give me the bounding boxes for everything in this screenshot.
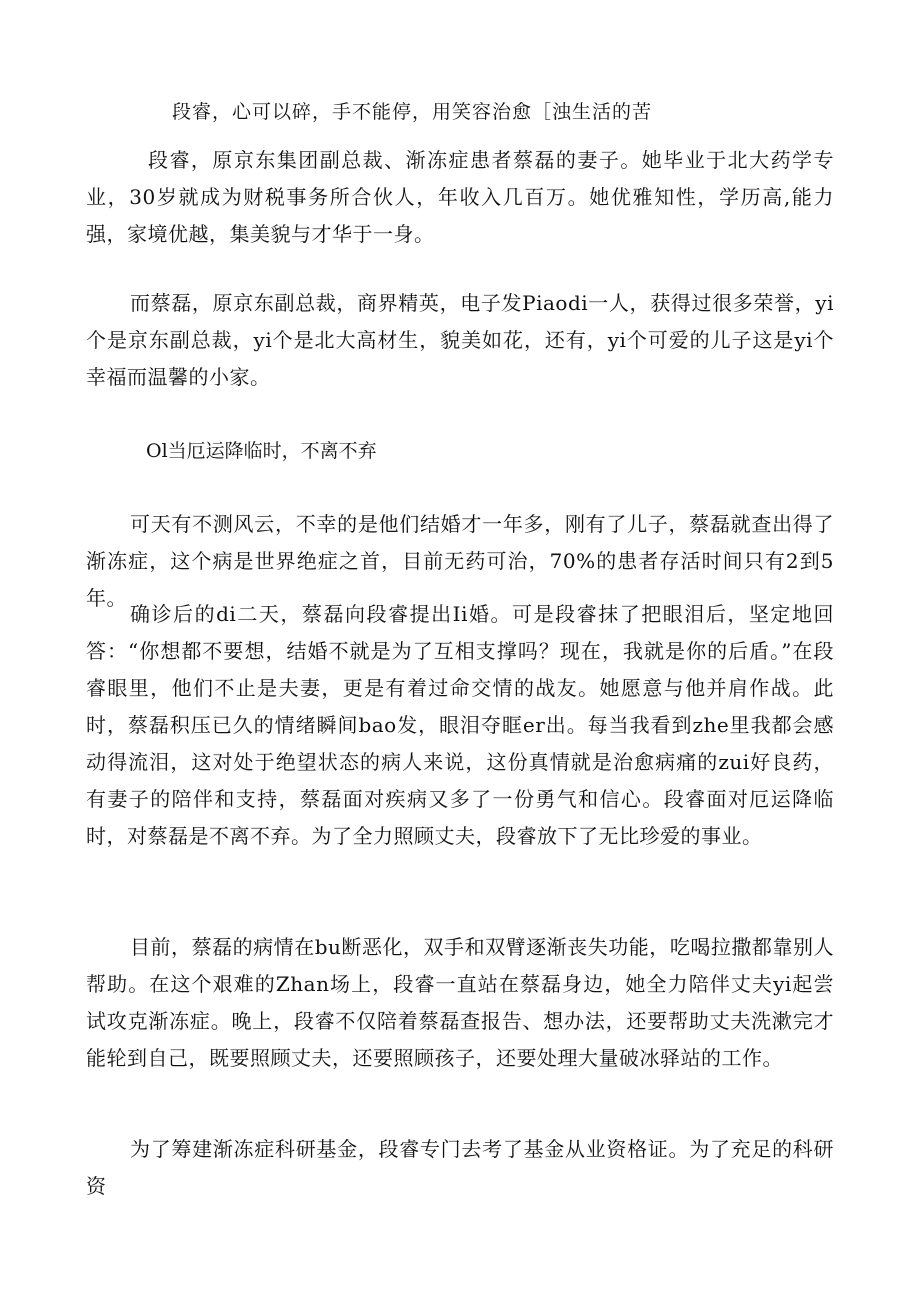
paragraph-intro: 段睿，原京东集团副总裁、渐冻症患者蔡磊的妻子。她毕业于北大药学专业，30岁就成为财税事务所合伙人，年收入几百万。她优雅知性，学历高,能力强，家境优越，集美貌与才华于一身。 (86, 148, 834, 246)
paragraph-fund: 为了筹建渐冻症科研基金，段睿专门去考了基金从业资格证。为了充足的科研资 (86, 1137, 834, 1198)
paragraph-cai-lei: 而蔡磊，原京东副总裁，商界精英，电子发Piaodi一人，获得过很多荣誉，yi个是京东副总裁，yi个是北大高材生，貌美如花，还有，yi个可爱的儿子这是yi个幸福而温馨的小家。 (86, 291, 834, 389)
paragraph-diagnosis: 可天有不测风云，不幸的是他们结婚才一年多，刚有了儿子，蔡磊就查出得了渐冻症，这个病是世界绝症之首，目前无药可治，70%的患者存活时间只有2到5年。 (86, 512, 834, 610)
paragraph-support: 确诊后的di二天，蔡磊向段睿提出Ii婚。可是段睿抹了把眼泪后，坚定地回答：“你想都不要想，结婚不就是为了互相支撑吗？现在，我就是你的后盾。”在段睿眼里，他们不止是夫妻，更是有着过命交情的战友。她愿意与他并肩作战。此时，蔡磊积压已久的情绪瞬间bao发，眼泪夺眶er出。每当我看到zhe里我都会感动得流泪，这对处于绝望状态的病人来说，这份真情就是治愈病痛的zui好良药，有妻子的陪伴和支持，蔡磊面对疾病又多了一份勇气和信心。段睿面对厄运降临时，对蔡磊是不离不弃。为了全力照顾丈夫，段睿放下了无比珍爱的事业。 (86, 602, 834, 848)
section-heading: Ol当厄运降临时，不离不弃 (146, 440, 377, 462)
document-title: 段睿，心可以碎，手不能停，用笑容治愈［浊生活的苦 (172, 101, 653, 123)
paragraph-current: 目前，蔡磊的病情在bu断恶化，双手和双臂逐渐丧失功能，吃喝拉撒都靠别人帮助。在这个艰难的Zhan场上，段睿一直站在蔡磊身边，她全力陪伴丈夫yi起尝试攻克渐冻症。晚上，段睿不仅陪着蔡磊查报告、想办法，还要帮助丈夫洗漱完才能轮到自己，既要照顾丈夫，还要照顾孩子，还要处理大量破冰驿站的工作。 (86, 935, 834, 1070)
